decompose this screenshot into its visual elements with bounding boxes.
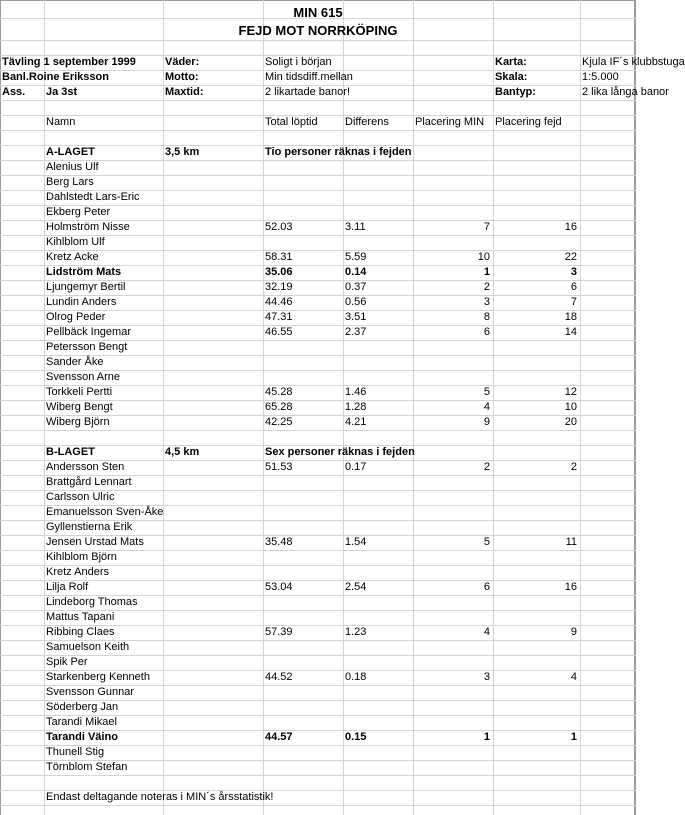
runner-placement-fejd: 1 (570, 731, 577, 743)
runner-row (0, 655, 636, 670)
info-cell: Ass. (2, 86, 26, 98)
runner-total-time: 52.03 (265, 221, 293, 233)
runner-row (0, 595, 636, 610)
info-cell: Ja 3st (46, 86, 78, 98)
runner-placement-fejd: 16 (564, 581, 577, 593)
runner-row (0, 325, 636, 340)
runner-difference: 0.18 (345, 671, 367, 683)
runner-placement-fejd: 10 (564, 401, 577, 413)
runner-row (0, 550, 636, 565)
team-a-header-row (0, 145, 636, 160)
info-cell: Soligt i början (265, 56, 332, 68)
info-row (0, 85, 669, 100)
runner-name: Thunell Stig (46, 746, 105, 758)
runner-row (0, 415, 636, 430)
header-name: Namn (46, 116, 76, 128)
runner-difference: 0.15 (345, 731, 367, 743)
runner-name: Söderberg Jan (46, 701, 119, 713)
team-note: Tio personer räknas i fejden (265, 146, 412, 158)
runner-name: Svensson Gunnar (46, 686, 135, 698)
footer-row (0, 790, 636, 805)
runner-name: Kretz Acke (46, 251, 99, 263)
runner-total-time: 53.04 (265, 581, 293, 593)
runner-name: Tarandi Mikael (46, 716, 117, 728)
runner-difference: 2.54 (345, 581, 367, 593)
runner-placement-fejd: 16 (564, 221, 577, 233)
runner-placement-min: 5 (483, 536, 490, 548)
runner-row (0, 310, 636, 325)
row-gridline (0, 130, 636, 131)
runner-row (0, 340, 636, 355)
runner-placement-fejd: 9 (570, 626, 577, 638)
runner-placement-min: 1 (483, 266, 490, 278)
runner-name: Tarandi Väino (46, 731, 118, 743)
runner-name: Lilja Rolf (46, 581, 89, 593)
runner-placement-fejd: 22 (564, 251, 577, 263)
runner-name: Pellbäck Ingemar (46, 326, 131, 338)
runner-row (0, 190, 636, 205)
runner-total-time: 35.06 (265, 266, 293, 278)
runner-row (0, 715, 636, 730)
runner-row (0, 685, 636, 700)
runner-placement-fejd: 11 (565, 536, 577, 548)
runner-placement-min: 10 (477, 251, 490, 263)
runner-row (0, 505, 636, 520)
runner-row (0, 265, 636, 280)
info-cell: 2 likartade banor! (265, 86, 350, 98)
runner-difference: 2.37 (345, 326, 367, 338)
runner-row (0, 580, 636, 595)
sheet-title: MIN 615 (293, 5, 343, 20)
runner-name: Svensson Arne (46, 371, 120, 383)
runner-difference: 1.28 (345, 401, 367, 413)
runner-difference: 3.51 (345, 311, 367, 323)
runner-difference: 5.59 (345, 251, 367, 263)
runner-row (0, 700, 636, 715)
runner-total-time: 45.28 (265, 386, 293, 398)
runner-row (0, 280, 636, 295)
runner-name: Carlsson Ulric (46, 491, 115, 503)
header-total-time: Total löptid (265, 116, 318, 128)
column-header-row (0, 115, 636, 130)
runner-row (0, 610, 636, 625)
runner-name: Lidström Mats (46, 266, 122, 278)
info-row (0, 55, 685, 70)
info-cell: Kjula IF´s klubbstuga (582, 56, 685, 68)
runner-name: Lundin Anders (46, 296, 117, 308)
runner-total-time: 44.46 (265, 296, 293, 308)
runner-row (0, 670, 636, 685)
runner-placement-min: 2 (483, 281, 490, 293)
runner-row (0, 535, 636, 550)
runner-placement-min: 8 (483, 311, 490, 323)
runner-row (0, 160, 636, 175)
runner-difference: 1.54 (345, 536, 367, 548)
runner-total-time: 58.31 (265, 251, 293, 263)
runner-total-time: 44.57 (265, 731, 293, 743)
runner-row (0, 745, 636, 760)
row-gridline (0, 805, 636, 806)
runner-name: Holmström Nisse (46, 221, 130, 233)
runner-difference: 3.11 (345, 221, 366, 233)
runner-placement-min: 6 (483, 326, 490, 338)
runner-name: Kihlblom Ulf (46, 236, 105, 248)
runner-difference: 0.56 (345, 296, 367, 308)
runner-total-time: 65.28 (265, 401, 293, 413)
runner-name: Dahlstedt Lars-Eric (46, 191, 140, 203)
runner-row (0, 400, 636, 415)
runner-total-time: 44.52 (265, 671, 293, 683)
runner-row (0, 250, 636, 265)
runner-placement-fejd: 20 (564, 416, 577, 428)
runner-total-time: 57.39 (265, 626, 293, 638)
info-cell: 2 lika långa banor (582, 86, 669, 98)
runner-row (0, 625, 636, 640)
runner-placement-min: 6 (483, 581, 490, 593)
runner-name: Petersson Bengt (46, 341, 128, 353)
runner-total-time: 51.53 (265, 461, 293, 473)
runner-name: Torkkeli Pertti (46, 386, 113, 398)
info-cell: Min tidsdiff.mellan (265, 71, 353, 83)
runner-row (0, 475, 636, 490)
team-label: A-LAGET (46, 146, 95, 158)
runner-total-time: 35.48 (265, 536, 293, 548)
runner-difference: 1.46 (345, 386, 367, 398)
header-placement-min: Placering MIN (415, 116, 485, 128)
runner-difference: 1.23 (345, 626, 367, 638)
sheet-top-edge (0, 0, 636, 1)
runner-name: Wiberg Björn (46, 416, 110, 428)
runner-name: Lindeborg Thomas (46, 596, 138, 608)
runner-row (0, 235, 636, 250)
runner-name: Andersson Sten (46, 461, 125, 473)
runner-name: Törnblom Stefan (46, 761, 128, 773)
runner-name: Ekberg Peter (46, 206, 111, 218)
runner-name: Jensen Urstad Mats (46, 536, 144, 548)
runner-row (0, 355, 636, 370)
runner-row (0, 175, 636, 190)
info-cell: Väder: (165, 56, 200, 68)
runner-row (0, 205, 636, 220)
runner-total-time: 32.19 (265, 281, 293, 293)
runner-name: Kretz Anders (46, 566, 109, 578)
sheet-subtitle: FEJD MOT NORRKÖPING (238, 23, 398, 38)
runner-placement-fejd: 14 (564, 326, 577, 338)
runner-row (0, 490, 636, 505)
runner-row (0, 760, 636, 775)
footer-note: Endast deltagande noteras i MIN´s årsstatistik! (46, 791, 274, 803)
runner-row (0, 730, 636, 745)
runner-name: Kihlblom Björn (46, 551, 117, 563)
runner-row (0, 220, 636, 235)
runner-placement-min: 3 (483, 296, 490, 308)
runner-row (0, 385, 636, 400)
runner-total-time: 42.25 (265, 416, 293, 428)
runner-placement-fejd: 6 (570, 281, 577, 293)
runner-name: Gyllenstierna Erik (46, 521, 133, 533)
row-gridline (0, 100, 636, 101)
runner-name: Mattus Tapani (46, 611, 115, 623)
runner-name: Berg Lars (46, 176, 94, 188)
runner-placement-fejd: 2 (570, 461, 577, 473)
runner-name: Alenius Ulf (46, 161, 99, 173)
runner-difference: 0.37 (345, 281, 367, 293)
team-label: B-LAGET (46, 446, 95, 458)
row-gridline (0, 775, 636, 776)
row-gridline (0, 40, 636, 41)
runner-difference: 0.14 (345, 266, 367, 278)
runner-placement-min: 1 (483, 731, 490, 743)
runner-name: Emanuelsson Sven-Åke (46, 506, 164, 518)
info-cell: Skala: (495, 71, 528, 83)
info-row (0, 70, 636, 85)
runner-name: Ljungemyr Bertil (46, 281, 126, 293)
runner-row (0, 565, 636, 580)
runner-total-time: 46.55 (265, 326, 293, 338)
team-b-header-row (0, 445, 636, 460)
runner-placement-min: 7 (483, 221, 490, 233)
runner-placement-min: 3 (483, 671, 490, 683)
runner-placement-fejd: 3 (570, 266, 577, 278)
info-cell: Maxtid: (165, 86, 204, 98)
team-distance: 3,5 km (165, 146, 200, 158)
runner-name: Ribbing Claes (46, 626, 115, 638)
info-cell: Bantyp: (495, 86, 536, 98)
runner-placement-fejd: 12 (564, 386, 577, 398)
runner-placement-fejd: 4 (570, 671, 577, 683)
team-note: Sex personer räknas i fejden (265, 446, 415, 458)
runner-placement-min: 4 (483, 626, 490, 638)
runner-name: Sander Åke (46, 356, 104, 368)
runner-row (0, 370, 636, 385)
runner-name: Spik Per (46, 656, 88, 668)
runner-row (0, 520, 636, 535)
runner-total-time: 47.31 (265, 311, 293, 323)
runner-difference: 0.17 (345, 461, 367, 473)
info-cell: Motto: (165, 71, 199, 83)
info-cell: Tävling 1 september 1999 (2, 56, 136, 68)
runner-placement-fejd: 18 (564, 311, 577, 323)
runner-row (0, 460, 636, 475)
runner-name: Brattgård Lennart (46, 476, 132, 488)
runner-row (0, 295, 636, 310)
runner-name: Samuelson Keith (46, 641, 130, 653)
runner-name: Starkenberg Kenneth (46, 671, 150, 683)
info-cell: Banl.Roine Eriksson (2, 71, 109, 83)
info-cell: 1:5.000 (582, 71, 619, 83)
runner-placement-min: 2 (483, 461, 490, 473)
header-difference: Differens (345, 116, 389, 128)
info-cell: Karta: (495, 56, 527, 68)
runner-placement-min: 9 (483, 416, 490, 428)
runner-name: Olrog Peder (46, 311, 106, 323)
runner-name: Wiberg Bengt (46, 401, 113, 413)
runner-placement-min: 4 (483, 401, 490, 413)
runner-row (0, 640, 636, 655)
runner-placement-fejd: 7 (570, 296, 577, 308)
row-gridline (0, 430, 636, 431)
header-placement-fejd: Placering fejd (495, 116, 562, 128)
team-distance: 4,5 km (165, 446, 200, 458)
runner-placement-min: 5 (483, 386, 490, 398)
runner-difference: 4.21 (345, 416, 367, 428)
